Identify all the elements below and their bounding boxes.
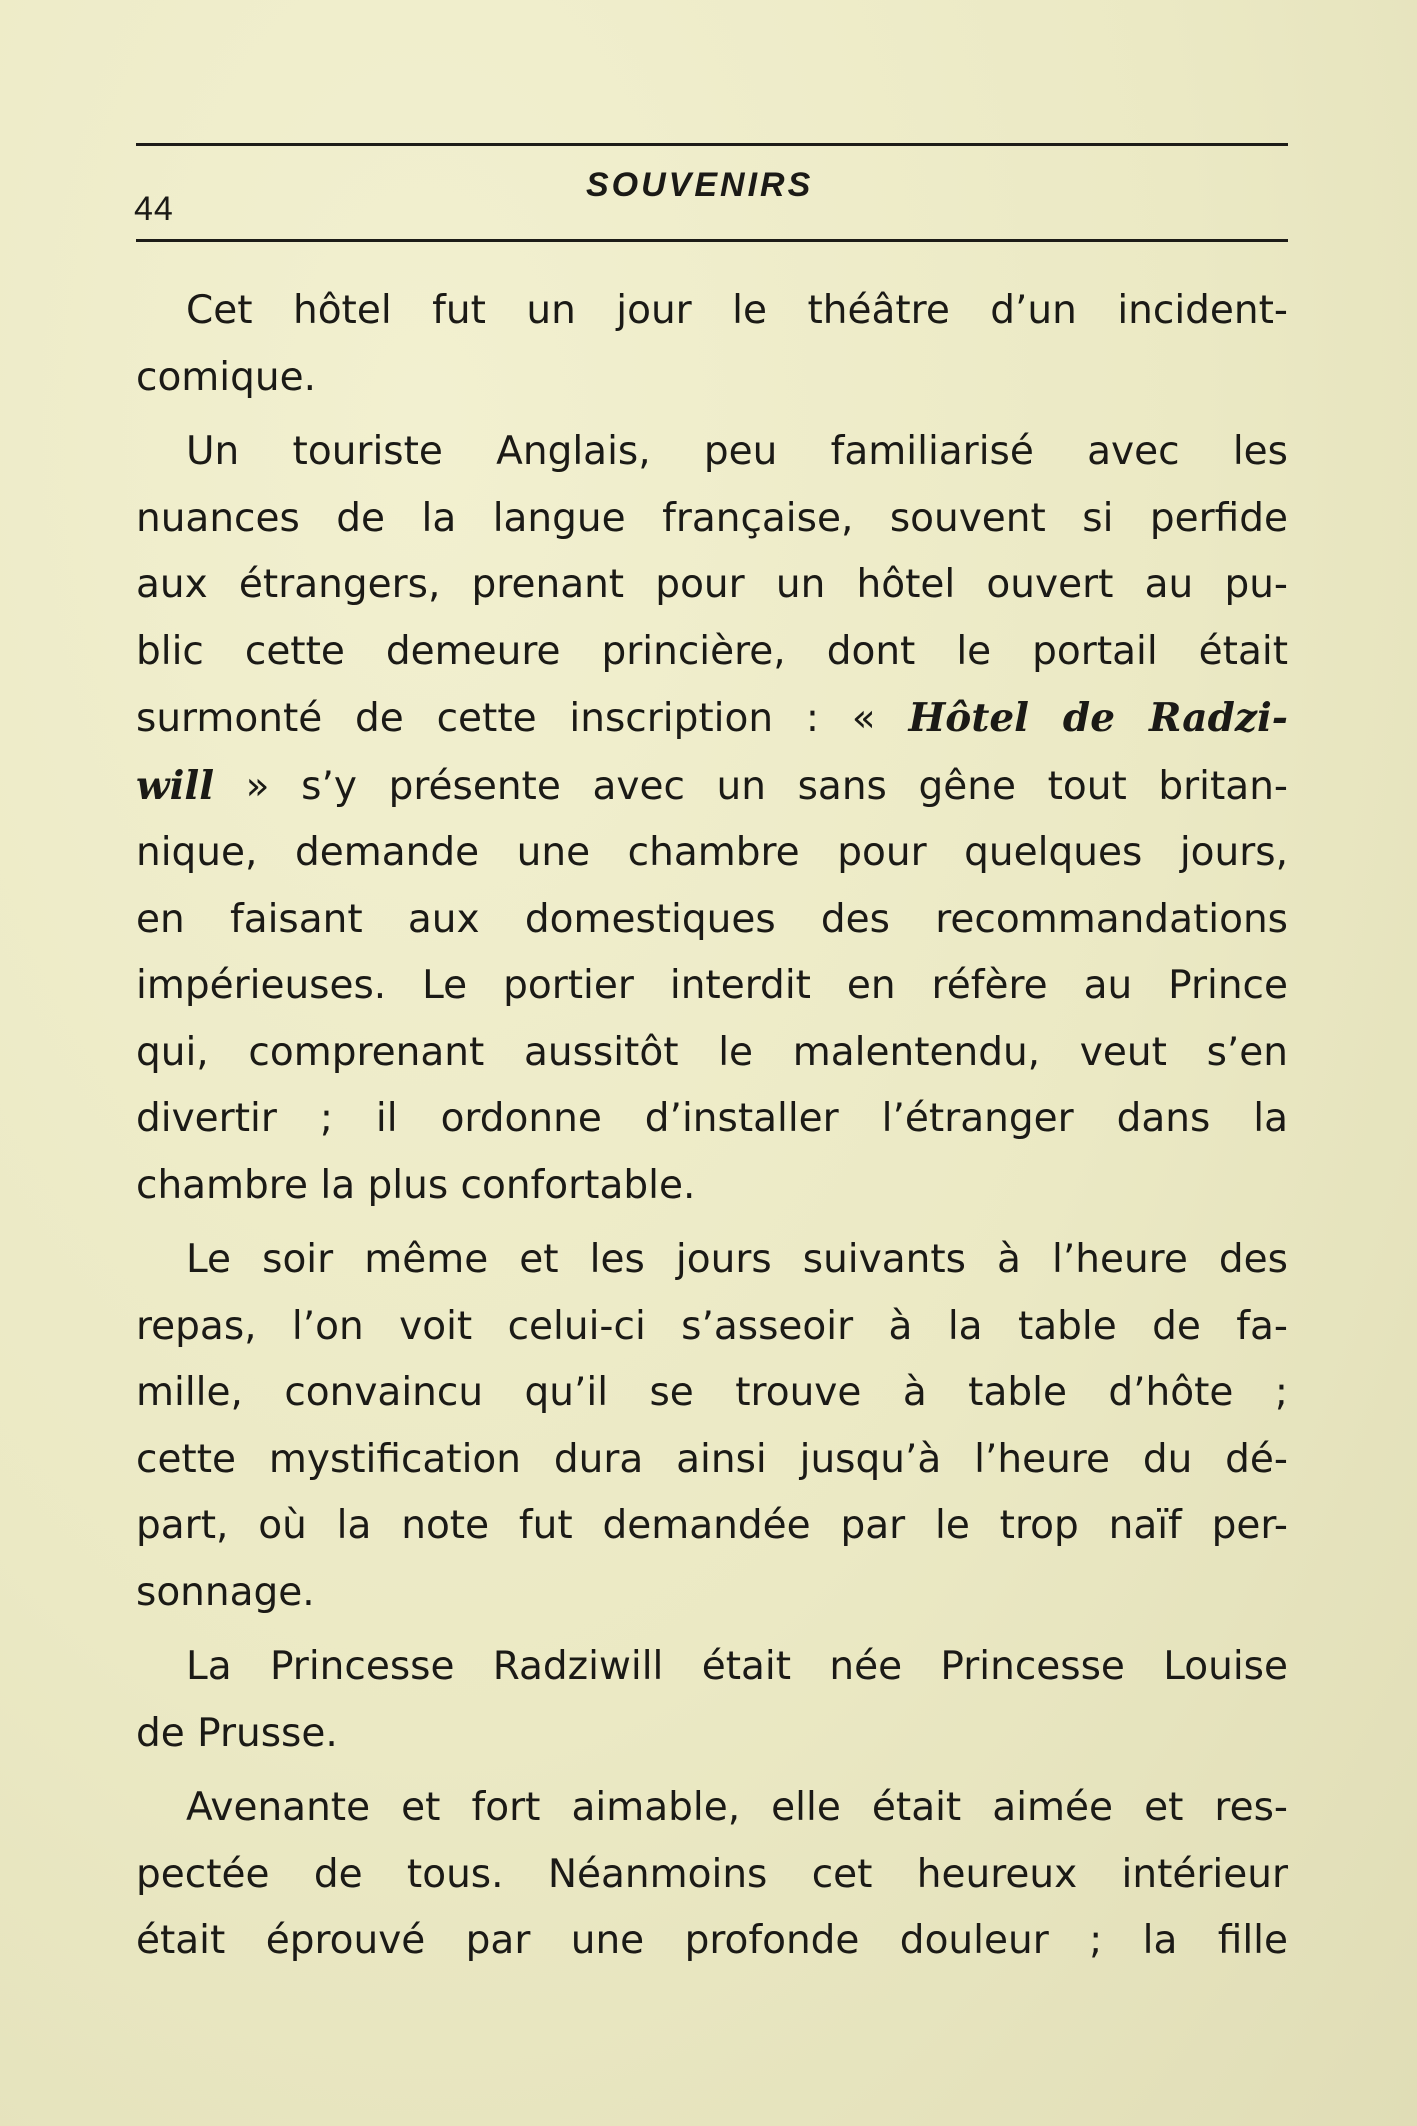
text-line: Avenante et fort aimable, elle était aimée et res- [186, 1785, 1288, 1830]
header-rule-bottom [136, 239, 1288, 242]
italic-name: will [136, 762, 215, 809]
text-line: La Princesse Radziwill était née Princesse Louise [186, 1644, 1288, 1689]
text-line: mille, convaincu qu’il se trouve à table d’hôte ; [136, 1370, 1288, 1415]
body-text [136, 278, 1288, 1983]
italic-name: Hôtel de Radzi- [908, 695, 1288, 741]
text-line: blic cette demeure princière, dont le portail était [136, 628, 1288, 674]
text-line: Cet hôtel fut un jour le théâtre d’un incident- [186, 288, 1288, 333]
paragraph-1 [136, 278, 1288, 411]
paragraph-3 [136, 1227, 1288, 1626]
text-line: comique. [136, 354, 316, 400]
text-line: en faisant aux domestiques des recommandations [136, 896, 1288, 942]
text-line: sonnage. [136, 1569, 315, 1615]
text-line: Un touriste Anglais, peu familiarisé avec les [186, 429, 1288, 474]
text-line: repas, l’on voit celui-ci s’asseoir à la table de fa- [136, 1303, 1288, 1349]
text-line: pectée de tous. Néanmoins cet heureux intérieur [136, 1851, 1288, 1897]
text-line: Le soir même et les jours suivants à l’heure des [186, 1237, 1288, 1282]
page-number: 44 [134, 190, 174, 228]
text-line-with-italic [136, 753, 1288, 821]
paragraph-5 [136, 1775, 1288, 1975]
text-line: qui, comprenant aussitôt le malentendu, veut s’en [136, 1029, 1288, 1075]
text-line-with-italic [136, 685, 1288, 753]
text-line: nique, demande une chambre pour quelques jours, [136, 830, 1288, 875]
text-segment: » s’y présente avec un sans gêne tout britan- [245, 763, 1288, 809]
text-segment: surmonté de cette inscription : « [136, 696, 876, 741]
header-rule-top [136, 143, 1288, 146]
text-line: divertir ; il ordonne d’installer l’étranger dans la [136, 1096, 1288, 1141]
paragraph-4 [136, 1634, 1288, 1767]
text-line: chambre la plus confortable. [136, 1162, 696, 1208]
text-line: nuances de la langue française, souvent si perfide [136, 495, 1288, 541]
text-line: aux étrangers, prenant pour un hôtel ouvert au pu- [136, 562, 1288, 607]
paragraph-2 [136, 419, 1288, 1219]
text-line: était éprouvé par une profonde douleur ; la fille [136, 1918, 1288, 1963]
text-line: cette mystification dura ainsi jusqu’à l’heure du dé- [136, 1436, 1288, 1482]
text-line: part, où la note fut demandée par le trop naïf per- [136, 1503, 1288, 1548]
text-line: impérieuses. Le portier interdit en réfère au Prince [136, 963, 1288, 1008]
running-title: SOUVENIRS [586, 166, 814, 204]
text-line: de Prusse. [136, 1710, 338, 1756]
